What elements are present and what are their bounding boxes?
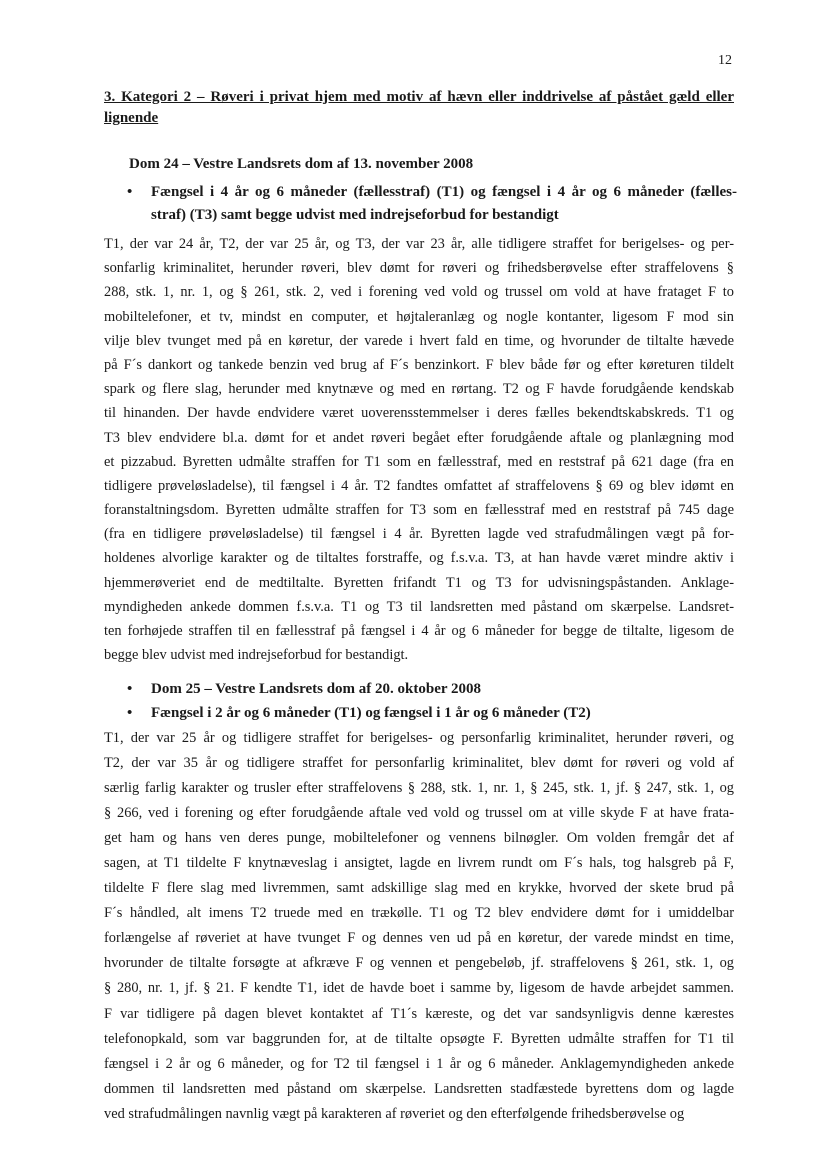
paragraph-line: T1, der var 25 år og tidligere straffet for berigelses- og personfarlig kriminalitet, herunder røveri, og bbox=[104, 730, 734, 746]
case-25-sentence-bullet bbox=[127, 702, 737, 725]
paragraph-line: mobiltelefoner, et tv, mindst en computer, et højtaleranlæg og nogle kontanter, ligesom F mod sin bbox=[104, 308, 734, 325]
case-24-sentence-bullet bbox=[127, 181, 737, 227]
paragraph-line: § 280, nr. 1, jf. § 21. F kendte T1, idet de havde boet i samme by, ligesom de havde arbejdet sammen. bbox=[104, 980, 734, 997]
paragraph-line: T3 blev endvidere bl.a. dømt for et andet røveri begået efter forudgående aftale og planlægning mod bbox=[104, 429, 734, 446]
paragraph-line: hvorunder de tiltalte forsøgte at afkræve F og vennen et pengebeløb, jf. straffelovens § 261, stk. 1, og bbox=[104, 955, 734, 972]
paragraph-line: et pizzabud. Byretten udmålte straffen for T1 som en fællesstraf, med en reststraf på 621 dage (fra en bbox=[104, 453, 734, 470]
paragraph-line: forlængelse af røveriet at have tvunget F og dennes ven ud på en køretur, der varede mindst en time, bbox=[104, 930, 734, 947]
paragraph-line: get ham og hans ven deres punge, mobiltelefoner og vennens bilnøgler. Om volden fremgår det af bbox=[104, 830, 734, 847]
section-heading-line: 3. Kategori 2 – Røveri i privat hjem med motiv af hævn eller inddrivelse af påstået gæld eller bbox=[104, 89, 734, 105]
case-25-paragraph bbox=[104, 726, 734, 1127]
paragraph-line: tildelte F flere slag med livremmen, samt adskillige slag med en krykke, hvorved der skete brud på bbox=[104, 880, 734, 897]
paragraph-line: (fra en tidligere prøveløsladelse) til fængsel i 4 år. Byretten lagde ved strafudmålingen vægt på for- bbox=[104, 526, 734, 543]
paragraph-line: vilje blev tvunget med på en køretur, der varede i hvert fald en time, og hvorunder de tiltalte hævede bbox=[104, 332, 734, 349]
paragraph-line: hjemmerøveriet end de medtiltalte. Byretten frifandt T1 og T3 for udvisningspåstanden. Anklage- bbox=[104, 574, 734, 591]
bullet-line: straf) (T3) samt begge udvist med indrejseforbud for bestandigt bbox=[151, 207, 559, 223]
bullet-line: • Fængsel i 4 år og 6 måneder (fællesstraf) (T1) og fængsel i 4 år og 6 måneder (fælles- bbox=[151, 184, 737, 200]
paragraph-line: begge blev udvist med indrejseforbud for bestandigt. bbox=[104, 647, 409, 664]
paragraph-line: F var tidligere på dagen blevet kontaktet af T1´s kæreste, og det var sandsynligvis denne kærestes bbox=[104, 1005, 734, 1022]
case-24-title: Dom 24 – Vestre Landsrets dom af 13. november 2008 bbox=[129, 156, 474, 172]
paragraph-line: dommen til landsretten med påstand om skærpelse. Landsretten stadfæstede byrettens dom og lagde bbox=[104, 1080, 734, 1097]
paragraph-line: fængsel i 2 år og 6 måneder, og for T2 til fængsel i 1 år og 6 måneder. Anklagemyndigheden ankede bbox=[104, 1055, 734, 1072]
paragraph-line: T2, der var 35 år og tidligere straffet for personfarlig kriminalitet, blev dømt for røveri og vold af bbox=[104, 755, 734, 772]
case-25-title bbox=[127, 678, 737, 701]
section-heading bbox=[104, 87, 734, 129]
paragraph-line: spark og flere slag, herunder med knytnæve og med en rørtang. T2 og F havde forudgående kendskab bbox=[104, 381, 734, 398]
bullet-line: • Fængsel i 2 år og 6 måneder (T1) og fængsel i 1 år og 6 måneder (T2) bbox=[151, 705, 591, 721]
page-number: 12 bbox=[718, 53, 732, 68]
paragraph-line: 288, stk. 1, nr. 1, og § 261, stk. 2, ved i forening ved vold og trussel om vold at have frataget F to bbox=[104, 284, 734, 301]
paragraph-line: sonfarlig kriminalitet, herunder røveri, blev dømt for røveri og frihedsberøvelse efter straffelovens § bbox=[104, 260, 734, 277]
section-heading-line: lignende bbox=[104, 110, 159, 126]
paragraph-line: myndigheden ankede dommen f.s.v.a. T1 og T3 til landsretten med påstand om skærpelse. Landsret- bbox=[104, 598, 734, 615]
paragraph-line: ved strafudmålingen navnlig vægt på karakteren af røveriet og den efterfølgende frihedsberøvelse og bbox=[104, 1105, 685, 1122]
paragraph-line: § 266, ved i forening og efter forudgående aftale ved vold og trussel om at ville skyde F at have frata- bbox=[104, 805, 734, 822]
paragraph-line: særlig farlig karakter og trusler efter straffelovens § 288, stk. 1, nr. 1, § 245, stk. 1, jf. § 247, stk. 1, og bbox=[104, 780, 734, 797]
paragraph-line: sagen, at T1 tildelte F knytnæveslag i ansigtet, lagde en livrem rundt om F´s hals, tog halsgreb på F, bbox=[104, 855, 734, 872]
paragraph-line: ten forhøjede straffen til en fællesstraf på fængsel i 4 år og 6 måneder for begge de tiltalte, ligesom de bbox=[104, 623, 734, 639]
paragraph-line: tidligere prøveløsladelse), til fængsel i 4 år. T2 fandtes omfattet af straffelovens § 69 og blev idømt en bbox=[104, 477, 734, 494]
paragraph-line: telefonopkald, som var baggrunden for, at de tiltalte opsøgte F. Byretten udmålte straffen for T1 til bbox=[104, 1030, 734, 1047]
paragraph-line: T1, der var 24 år, T2, der var 25 år, og T3, der var 23 år, alle tidligere straffet for berigelses- og per- bbox=[104, 236, 734, 252]
case-24-paragraph bbox=[104, 232, 734, 667]
paragraph-line: foranstaltningsdom. Byretten udmålte straffen for T3 som en fællesstraf med en reststraf på 745 dage bbox=[104, 502, 734, 519]
paragraph-line: til hinanden. Der havde endvidere været uoverensstemmelser i deres fælles bekendtskabskreds. T1 og bbox=[104, 405, 734, 422]
paragraph-line: F´s håndled, alt imens T2 truede med en trækølle. T1 og T2 blev endvidere dømt for i umiddelbar bbox=[104, 905, 734, 922]
paragraph-line: holdenes alvorlige karakter og de tiltaltes forstraffe, og f.s.v.a. T3, at han havde været mindre aktiv i bbox=[104, 550, 734, 567]
bullet-line: • Dom 25 – Vestre Landsrets dom af 20. oktober 2008 bbox=[151, 681, 482, 697]
paragraph-line: på F´s dankort og tankede benzin ved brug af F´s benzinkort. F blev både før og efter køreturen tildelt bbox=[104, 356, 734, 373]
